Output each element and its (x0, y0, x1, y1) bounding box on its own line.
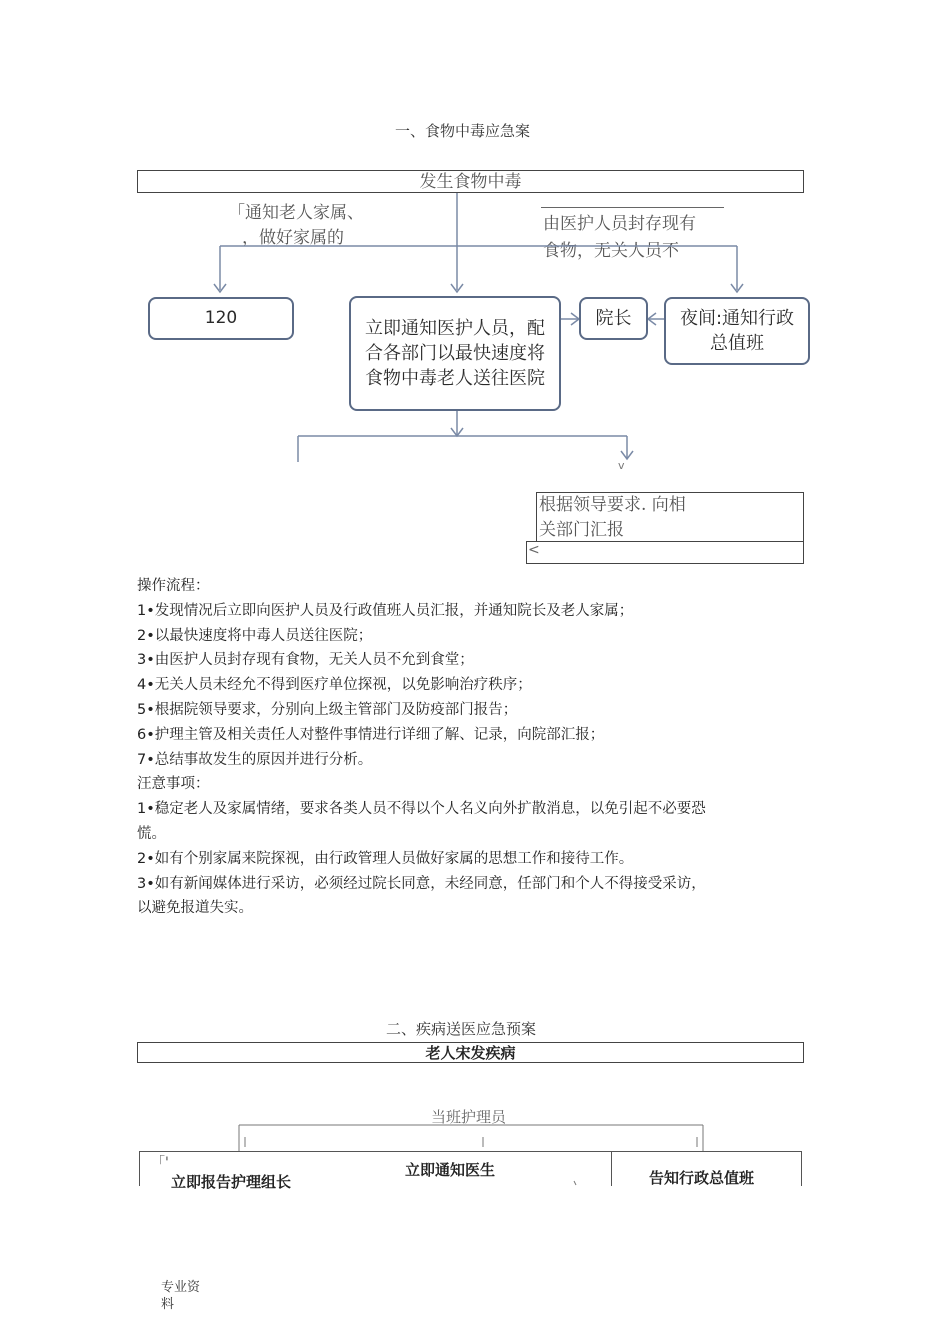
box-left-mark: 「' (151, 1155, 169, 1171)
report-nurse-leader-box: 立即报告护理组长 (171, 1173, 292, 1191)
notes-item: 慌。 (137, 825, 166, 842)
procedure-item: 4•无关人员未经允不得到医疗单位探视，以免影响治疗秩序； (137, 677, 532, 694)
node-notify-medical (349, 296, 561, 411)
notes-item: 3•如有新闻媒体进行采访，必须经过院长同意，未经同意，任部门和个人不得接受采访， (137, 875, 706, 892)
report-line2: 关部门汇报 (539, 520, 624, 540)
node-120 (148, 297, 294, 340)
notify-family-line2: ，做好家属的 (242, 228, 344, 248)
report-line1: 根据领导要求. 向相 (539, 495, 686, 515)
notify-family-line1: 「通知老人家属、 (228, 203, 364, 223)
section2-top-box (137, 1042, 804, 1063)
report-box (536, 492, 804, 542)
procedure-item: 2•以最快速度将中毒人员送往医院； (137, 627, 373, 644)
node-dean (579, 297, 648, 340)
section1-top-box-label: 发生食物中毒 (419, 172, 522, 192)
node-notify-medical-label: 立即通知医护人员，配合各部门以最快速度将食物中毒老人送往医院 (365, 318, 545, 389)
bracket-mark: < (528, 542, 540, 558)
procedure-item: 7•总结事故发生的原因并进行分析。 (137, 751, 373, 768)
procedure-item: 5•根据院领导要求，分别向上级主管部门及防疫部门报告； (137, 701, 518, 718)
small-v-mark: v (618, 459, 625, 472)
duty-nurse-label: 当班护理员 (431, 1108, 507, 1126)
node-night-duty (664, 297, 810, 365)
report-bracket-box (526, 541, 804, 564)
notify-doctor-box: 立即通知医生 (405, 1161, 496, 1179)
notes-item: 1•稳定老人及家属情绪，要求各类人员不得以个人名义向外扩散消息，以免引起不必要恐 (137, 801, 706, 818)
procedure-item: 3•由医护人员封存现有食物，无关人员不允到食堂； (137, 652, 474, 669)
procedure-item: 6•护理主管及相关责任人对整件事情进行详细了解、记录，向院部汇报； (137, 726, 605, 743)
notes-heading: 汪意事项： (137, 776, 210, 793)
notify-admin-duty-box: 告知行政总值班 (649, 1169, 755, 1187)
section2-branch-boxes (139, 1151, 802, 1191)
procedure-item: 1•发现情况后立即向医护人员及行政值班人员汇报，并通知院长及老人家属； (137, 602, 634, 619)
seal-food-line1: 由医护人员封存现有 (543, 214, 696, 234)
footer-line2: 料 (161, 1297, 175, 1312)
node-night-duty-label: 夜间:通知行政总值班 (679, 308, 795, 354)
node-dean-label: 院长 (595, 308, 632, 329)
footer-line1: 专业资 (161, 1280, 201, 1295)
section2-title: 二、疾病送医应急预案 (386, 1020, 537, 1038)
procedure-heading: 操作流程： (137, 578, 210, 594)
section2-top-box-label: 老人宋发疾病 (425, 1044, 516, 1062)
notes-item: 2•如有个别家属来院探视，由行政管理人员做好家属的思想工作和接待工作。 (137, 850, 634, 867)
notes-item: 以避免报道失实。 (137, 900, 253, 917)
node-120-label: 120 (204, 308, 238, 328)
seal-food-line2: 食物，无关人员不 (543, 241, 679, 261)
section1-title: 一、食物中毒应急案 (395, 122, 531, 140)
footer-label (161, 1279, 200, 1313)
procedure-block (137, 574, 706, 921)
